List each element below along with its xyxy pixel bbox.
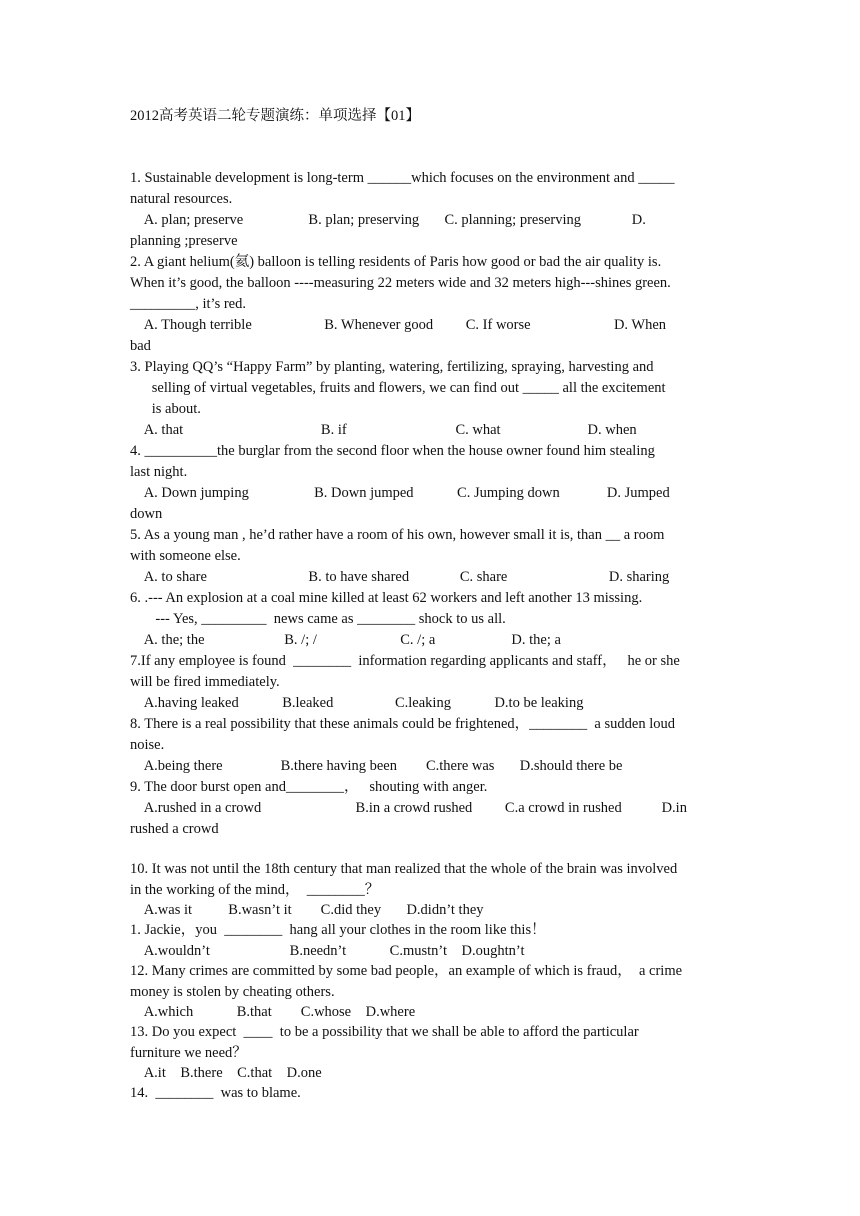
question-line: A.which B.that C.whose D.where	[130, 1004, 416, 1020]
question-line: 4. __________the burglar from the second floor when the house owner found him stealing	[130, 443, 655, 459]
question-line: A. to share B. to have shared C. share D. sharing	[130, 569, 670, 585]
question-line: is about.	[130, 401, 201, 417]
question-line: A.being there B.there having been C.there was D.should there be	[130, 758, 623, 774]
question-line: in the working of the mind， ________？	[130, 882, 380, 898]
question-line: selling of virtual vegetables, fruits and flowers, we can find out _____ all the excitement	[130, 380, 666, 396]
question-line: planning ;preserve	[130, 233, 238, 249]
question-line: 12. Many crimes are committed by some bad people，an example of which is fraud， a crime	[130, 963, 683, 979]
question-line: bad	[130, 338, 151, 354]
question-line: _________, it’s red.	[130, 296, 246, 312]
question-line: A. that B. if C. what D. when	[130, 422, 637, 438]
question-line: --- Yes, _________ news came as ________ shock to us all.	[130, 611, 506, 627]
question-line: down	[130, 506, 163, 522]
question-line: 5. As a young man , he’d rather have a room of his own, however small it is, than __ a room	[130, 527, 665, 543]
question-line: A.it B.there C.that D.one	[130, 1065, 322, 1081]
question-line: furniture we need？	[130, 1045, 247, 1061]
question-line: will be fired immediately.	[130, 674, 280, 690]
question-line: 9. The door burst open and________， shouting with anger.	[130, 779, 488, 795]
question-line: A. the; the B. /; / C. /; a D. the; a	[130, 632, 561, 648]
page-title: 2012高考英语二轮专题演练：单项选择【01】	[130, 108, 420, 124]
question-line: with someone else.	[130, 548, 241, 564]
question-line: natural resources.	[130, 191, 233, 207]
question-line: 1. Sustainable development is long-term ______which focuses on the environment and _____	[130, 170, 675, 186]
question-line: money is stolen by cheating others.	[130, 984, 335, 1000]
question-line: rushed a crowd	[130, 821, 219, 837]
question-line: A.was it B.wasn’t it C.did they D.didn’t they	[130, 902, 484, 918]
question-line: 7.If any employee is found ________ information regarding applicants and staff， he or she	[130, 653, 680, 669]
question-line: 3. Playing QQ’s “Happy Farm” by planting, watering, fertilizing, spraying, harvesting and	[130, 359, 654, 375]
question-line: 8. There is a real possibility that these animals could be frightened，________ a sudden loud	[130, 716, 675, 732]
question-line: 1. Jackie，you ________ hang all your clothes in the room like this！	[130, 922, 546, 938]
question-line: A. plan; preserve B. plan; preserving C. planning; preserving D.	[130, 212, 646, 228]
question-line: last night.	[130, 464, 188, 480]
question-line: 10. It was not until the 18th century that man realized that the whole of the brain was involved	[130, 861, 678, 877]
question-line: 13. Do you expect ____ to be a possibility that we shall be able to afford the particular	[130, 1024, 639, 1040]
question-line: 2. A giant helium(氦) balloon is telling residents of Paris how good or bad the air quality is.	[130, 254, 662, 270]
question-line: noise.	[130, 737, 165, 753]
question-line: A.having leaked B.leaked C.leaking D.to be leaking	[130, 695, 584, 711]
question-line: A.rushed in a crowd B.in a crowd rushed C.a crowd in rushed D.in	[130, 800, 687, 816]
question-line: When it’s good, the balloon ----measuring 22 meters wide and 32 meters high---shines green.	[130, 275, 671, 291]
question-line: 6. .--- An explosion at a coal mine killed at least 62 workers and left another 13 missing.	[130, 590, 643, 606]
question-line: A. Though terrible B. Whenever good C. If worse D. When	[130, 317, 667, 333]
question-line: 14. ________ was to blame.	[130, 1085, 301, 1101]
question-line: A.wouldn’t B.needn’t C.mustn’t D.oughtn’t	[130, 943, 525, 959]
question-line: A. Down jumping B. Down jumped C. Jumping down D. Jumped	[130, 485, 670, 501]
